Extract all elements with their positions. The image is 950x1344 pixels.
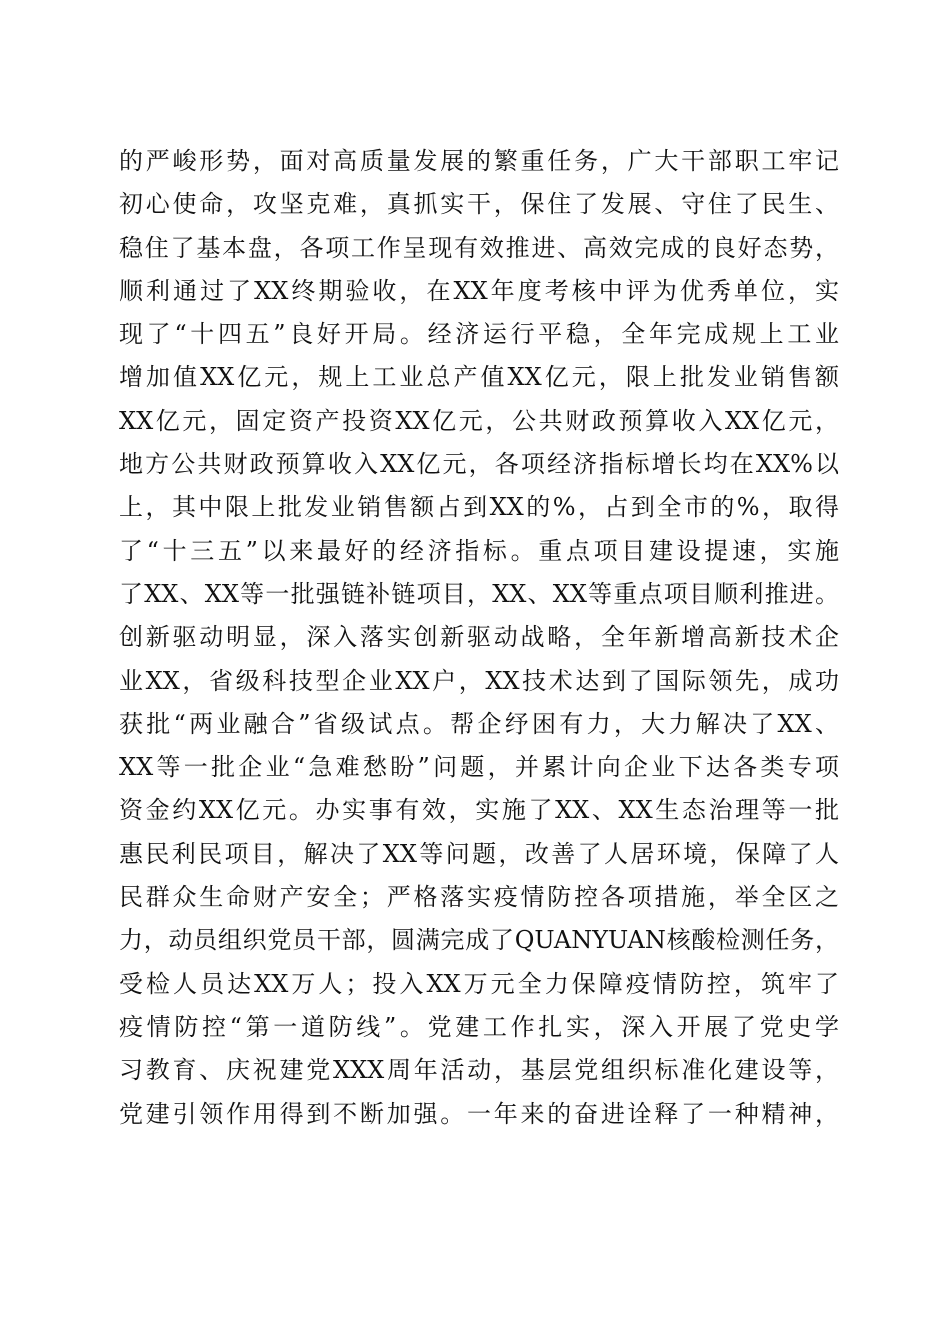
text-line: 创新驱动明显，深入落实创新驱动战略，全年新增高新技术企 [119,623,839,652]
text-line: 现了“十四五”良好开局。经济运行平稳，全年完成规上工业 [119,320,839,349]
text-line: 了“十三五”以来最好的经济指标。重点项目建设提速，实施 [119,536,839,565]
text-line: 习教育、庆祝建党XXX周年活动，基层党组织标准化建设等， [119,1056,839,1085]
text-line: 顺利通过了XX终期验收，在XX年度考核中评为优秀单位，实 [119,276,839,305]
text-line: 党建引领作用得到不断加强。一年来的奋进诠释了一种精神， [119,1099,839,1128]
text-line: XX等一批企业“急难愁盼”问题，并累计向企业下达各类专项 [119,753,839,782]
text-line: XX亿元，固定资产投资XX亿元，公共财政预算收入XX亿元， [119,406,839,435]
text-line: 的严峻形势，面对高质量发展的繁重任务，广大干部职工牢记 [119,147,839,175]
text-line: 增加值XX亿元，规上工业总产值XX亿元，限上批发业销售额 [119,363,839,392]
text-line: 惠民利民项目，解决了XX等问题，改善了人居环境，保障了人 [119,839,839,868]
text-line: 力，动员组织党员干部，圆满完成了QUANYUAN核酸检测任务， [119,926,839,955]
text-line: 业XX，省级科技型企业XX户，XX技术达到了国际领先，成功 [119,666,839,695]
text-line: 了XX、XX等一批强链补链项目，XX、XX等重点项目顺利推进。 [119,579,839,608]
text-line: 初心使命，攻坚克难，真抓实干，保住了发展、守住了民生、 [119,190,839,219]
text-line: 获批“两业融合”省级试点。帮企纾困有力，大力解决了XX、 [119,709,839,738]
text-line: 上，其中限上批发业销售额占到XX的%，占到全市的%，取得 [119,493,839,522]
text-line: 资金约XX亿元。办实事有效，实施了XX、XX生态治理等一批 [119,796,839,825]
text-line: 疫情防控“第一道防线”。党建工作扎实，深入开展了党史学 [119,1012,839,1041]
text-line: 民群众生命财产安全；严格落实疫情防控各项措施，举全区之 [119,883,839,912]
text-line: 稳住了基本盘，各项工作呈现有效推进、高效完成的良好态势， [119,233,839,262]
text-line: 受检人员达XX万人；投入XX万元全力保障疫情防控，筑牢了 [119,969,839,998]
text-line: 地方公共财政预算收入XX亿元，各项经济指标增长均在XX%以 [119,450,839,479]
body-paragraph [119,140,839,1136]
